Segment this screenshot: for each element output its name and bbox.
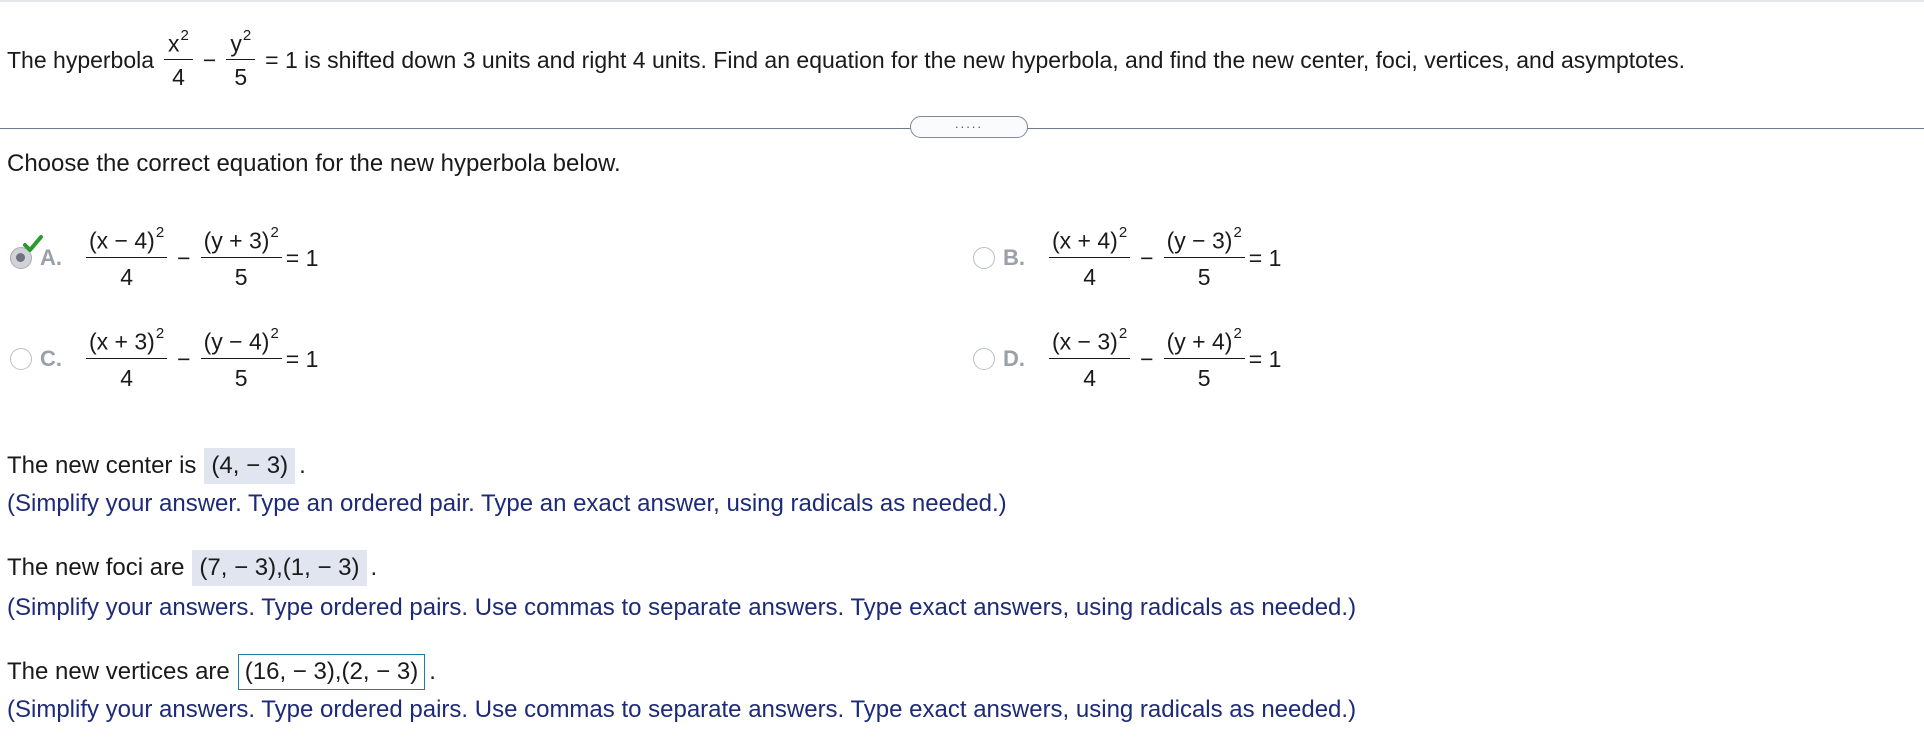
center-hint: (Simplify your answer. Type an ordered pair. Type an exact answer, using radicals as needed.) [7, 490, 1007, 517]
radio-d[interactable] [973, 348, 995, 370]
equals-one: = 1 [285, 244, 319, 271]
top-border [0, 0, 1924, 2]
fraction: $\frac{(x + 3)^2}{4}$ [86, 329, 167, 390]
minus-sign: − [177, 345, 191, 372]
show-more-button[interactable]: ..... [910, 116, 1028, 138]
vertices-input[interactable]: (16, − 3),(2, − 3) [238, 654, 425, 690]
radio-a[interactable] [10, 247, 32, 269]
center-label: The new center is [7, 452, 197, 479]
vertices-label: The new vertices are [7, 658, 230, 685]
fraction: $\frac{(x - 4)^2}{4}$ [86, 228, 167, 289]
choice-b[interactable] [973, 224, 1282, 290]
equals-one: = 1 [285, 345, 319, 372]
fraction: $\frac{(y - 3)^2}{5}$ [1164, 228, 1245, 289]
minus-sign: − [177, 244, 191, 271]
question-text [7, 20, 1685, 100]
equals-one: = 1 [1248, 244, 1282, 271]
choice-letter: B. [1003, 245, 1025, 271]
fraction: $\frac{(y + 4)^2}{5}$ [1164, 329, 1245, 390]
equals-one: = 1 [1248, 345, 1282, 372]
foci-hint: (Simplify your answers. Type ordered pairs. Use commas to separate answers. Type exact answers, using radicals as needed.) [7, 594, 1357, 621]
fraction: $\frac{(y + 3)^2}{5}$ [201, 228, 282, 289]
choice-d[interactable] [973, 325, 1282, 391]
center-line: The new center is (4, − 3) . [7, 448, 306, 484]
fraction: $\frac{(x + 4)^2}{4}$ [1049, 228, 1130, 289]
minus-sign: − [202, 46, 217, 73]
question-prefix: The hyperbola [7, 46, 155, 73]
choice-a[interactable] [10, 224, 319, 290]
minus-sign: − [1140, 345, 1154, 372]
foci-line: The new foci are (7, − 3),(1, − 3) . [7, 550, 377, 586]
choice-letter: A. [40, 245, 62, 271]
fraction-x-squared-over-4: $\frac{x^2}{4}$ [164, 31, 193, 89]
choice-letter: D. [1003, 346, 1025, 372]
radio-b[interactable] [973, 247, 995, 269]
checkmark-icon [23, 234, 43, 254]
vertices-line: The new vertices are (16, − 3),(2, − 3) . [7, 654, 436, 690]
fraction: $\frac{(y - 4)^2}{5}$ [201, 329, 282, 390]
vertices-hint: (Simplify your answers. Type ordered pairs. Use commas to separate answers. Type exact answers, using radicals as needed.) [7, 696, 1357, 723]
minus-sign: − [1140, 244, 1154, 271]
foci-answer[interactable]: (7, − 3),(1, − 3) [192, 550, 366, 586]
center-answer[interactable]: (4, − 3) [204, 448, 295, 484]
radio-c[interactable] [10, 348, 32, 370]
choice-c[interactable] [10, 325, 319, 391]
fraction-y-squared-over-5: $\frac{y^2}{5}$ [226, 31, 255, 89]
question-suffix: = 1 is shifted down 3 units and right 4 units. Find an equation for the new hyperbola, and find the new center, foci, vertices, and asymptotes. [265, 46, 1685, 73]
choice-letter: C. [40, 346, 62, 372]
foci-label: The new foci are [7, 554, 185, 581]
fraction: $\frac{(x - 3)^2}{4}$ [1049, 329, 1130, 390]
prompt-text: Choose the correct equation for the new hyperbola below. [7, 150, 621, 177]
